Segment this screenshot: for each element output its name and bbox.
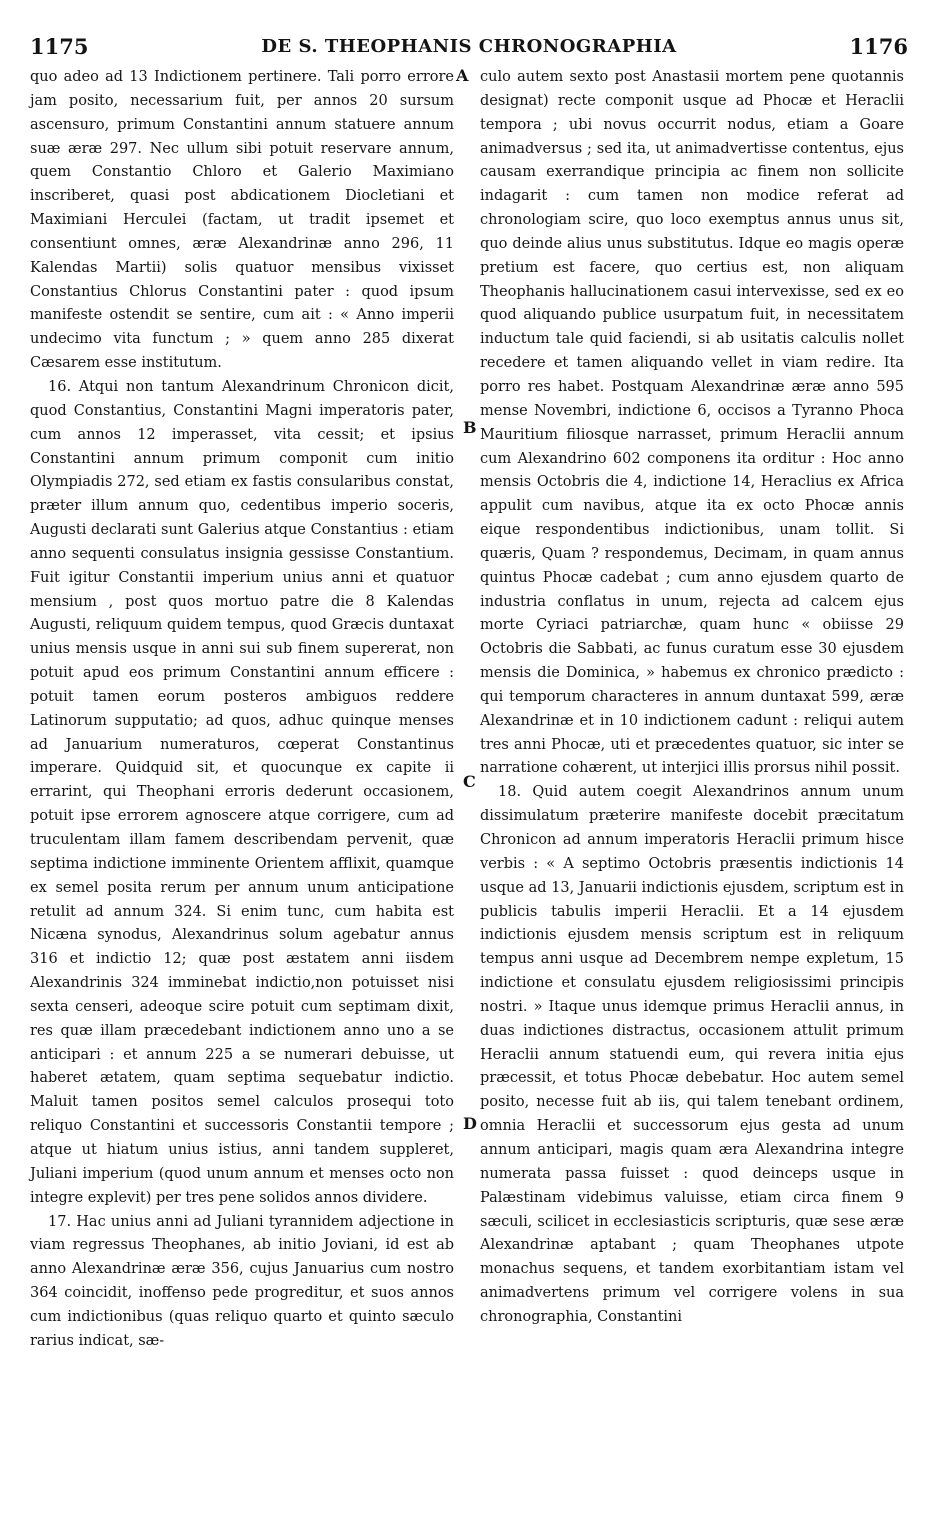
paragraph-right-2: 18. Quid autem coegit Alexandrinos annum unum dissimulatum præterire manifeste docebit præcitatum Chronicon ad annum imperatoris Heraclii primum hisce verbis : « A septimo Octobris præsentis indictionis 14 usque ad 13, Januarii indictionis ejusdem, scriptum est in publicis tabulis imperii Heraclii. Et a 14 ejusdem indictionis ejusdem mensis scriptum est in reliquum tempus anni usque ad Decembrem nempe expletum, 15 indictione et consulatu ejusdem religiosissimi principis nostri. » Itaque unus idemque primus Heraclii annus, in duas indictiones distractus, occasionem attulit primum Heraclii annum statuendi eum, qui revera initia ejus præcessit, et totus Phocæ debebatur. Hoc autem semel posito, necesse fuit ab iis, qui talem tenebant ordinem, omnia Heraclii et successorum ejus gesta ad unum annum anticipari, magis quam æra Alexandrina integre numerata passa fuisset : quod deinceps usque in Palæstinam videbimus valuisse, etiam circa finem 9 sæculi, scilicet in ecclesiasticis scripturis, quæ sese æræ Alexandrinæ aptabant ; quam Theophanes utpote monachus sequens, et tandem exorbitantiam istam vel animadvertens primum vel corrigere volens in sua chronographia, Constantini (480, 784, 904, 1325)
running-title: DE S. THEOPHANIS CHRONOGRAPHIA (261, 36, 677, 57)
left-column (30, 66, 454, 1526)
margin-marker-a: A (456, 66, 469, 85)
page-header (30, 34, 908, 60)
margin-marker-c: C (463, 772, 476, 791)
page-number-right: 1176 (849, 34, 908, 59)
paragraph-right-1: culo autem sexto post Anastasii mortem pene quotannis designat) recte componit usque ad Phocæ et Heraclii tempora ; ubi novus occurrit nodus, etiam a Goare animadversus ; sed ita, ut animadvertisse contentus, ejus causam exerrandique principia ac finem non sollicite indagarit : cum tamen non modice referat ad chronologiam scire, quo loco exemptus annus unus sit, quo deinde alius unus substitutus. Idque eo magis operæ pretium est facere, quo certius est, non aliquam Theophanis hallucinationem casui intervexisse, sed ex eo quod aliquando publice usurpatum fuit, in necessitatem inductum tale quid faciendi, si ab usitatis calculis nollet recedere et tamen aliquando vellet in viam redire. Ita porro res habet. Postquam Alexandrinæ æræ anno 595 mense Novembri, indictione 6, occisos a Tyranno Phoca Mauritium filiosque narrasset, primum Heraclii annum cum Alexandrino 602 componens ita orditur : Hoc anno mensis Octobris die 4, indictione 14, Heraclius ex Africa appulit cum navibus, atque ita ex octo Phocæ annis eique respondentibus indictionibus, unam tollit. Si quæris, Quam ? respondemus, Decimam, in quam annus quintus Phocæ cadebat ; cum anno ejusdem quarto de industria conflatus in unum, rejecta ad calcem ejus morte Cyriaci patriarchæ, quam hunc « obiisse 29 Octobris die Sabbati, ac funus curatum esse 30 ejusdem mensis die Dominica, » habemus ex chronico prædicto : qui temporum characteres in annum duntaxat 599, æræ Alexandrinæ et in 10 indictionem cadunt : reliqui autem tres anni Phocæ, uti et præcedentes quatuor, sic inter se narratione cohærent, ut interjici illis prorsus nihil possit. (480, 69, 904, 777)
paragraph-left-2: 16. Atqui non tantum Alexandrinum Chronicon dicit, quod Constantius, Constantini Magni imperatoris pater, cum annos 12 imperasset, vita cessit; et ipsius Constantini annum primum componit cum initio Olympiadis 272, sed etiam ex fastis consularibus constat, præter illum annum quo, cedentibus imperio soceris, Augusti declarati sunt Galerius atque Constantius : etiam anno sequenti consulatus insignia gessisse Constantium. Fuit igitur Constantii imperium unius anni et quatuor mensium , post quos mortuo patre die 8 Kalendas Augusti, reliquum quidem tempus, quod Græcis duntaxat unius mensis usque in anni sui sub finem supererat, non potuit apud eos primum Constantini annum efficere : potuit tamen eorum posteros ambiguos reddere Latinorum supputatio; ad quos, adhuc quinque menses ad Januarium numeraturos, cœperat Constantinus imperare. Quidquid sit, et quocunque ex capite ii errarint, qui Theophani erroris dederunt occasionem, potuit ipse errorem agnoscere atque corrigere, cum ad truculentam illam famem describendam pervenit, quæ septima indictione imminente Orientem afflixit, quamque ex semel posita rerum per annum unum anticipatione retulit ad annum 324. Si enim tunc, cum habita est Nicæna synodus, Alexandrinus solum agebatur annus 316 et indictio 12; quæ post æstatem anni iisdem Alexandrinis 324 imminebat indictio,non potuisset nisi sexta censeri, adeoque scire potuit cum septimam dixit, res quæ illam præcedebant indictionem anno uno a se anticipari : et annum 225 a se numerari debuisse, ut haberet ætatem, quam septima sequebatur indictio. Maluit tamen positos semel calculos prosequi toto reliquo Constantini et successoris Constantii tempore ; atque ut hiatum unius istius, anni tandem suppleret, Juliani imperium (quod unum annum et menses octo non integre explevit) per tres pene solidos annos dividere. (30, 378, 454, 1206)
page-number-left: 1175 (30, 34, 89, 59)
paragraph-left-3: 17. Hac unius anni ad Juliani tyrannidem adjectione in viam regressus Theophanes, ab initio Joviani, id est ab anno Alexandrinæ æræ 356, cujus Januarius cum nostro 364 coincidit, inoffenso pede progreditur, et suos annos cum indictionibus (quas reliquo quarto et quinto sæculo rarius indicat, sæ- (30, 1213, 454, 1349)
margin-marker-b: B (463, 418, 477, 437)
right-column (480, 66, 904, 1526)
margin-marker-d: D (463, 1114, 477, 1133)
paragraph-left-1: quo adeo ad 13 Indictionem pertinere. Tali porro errore jam posito, necessarium fuit, per annos 20 sursum ascensuro, primum Constantini annum statuere annum suæ æræ 297. Nec ullum sibi potuit reservare annum, quem Constantio Chloro et Galerio Maximiano inscriberet, quasi post abdicationem Diocletiani et Maximiani Herculei (factam, ut tradit ipsemet et consentiunt omnes, æræ Alexandrinæ anno 296, 11 Kalendas Martii) solis quatuor mensibus vixisset Constantius Chlorus Constantini pater : quod ipsum manifeste ostendit se sentire, cum ait : « Anno imperii undecimo vita functum ; » quem anno 285 dixerat Cæsarem esse institutum. (30, 69, 454, 372)
